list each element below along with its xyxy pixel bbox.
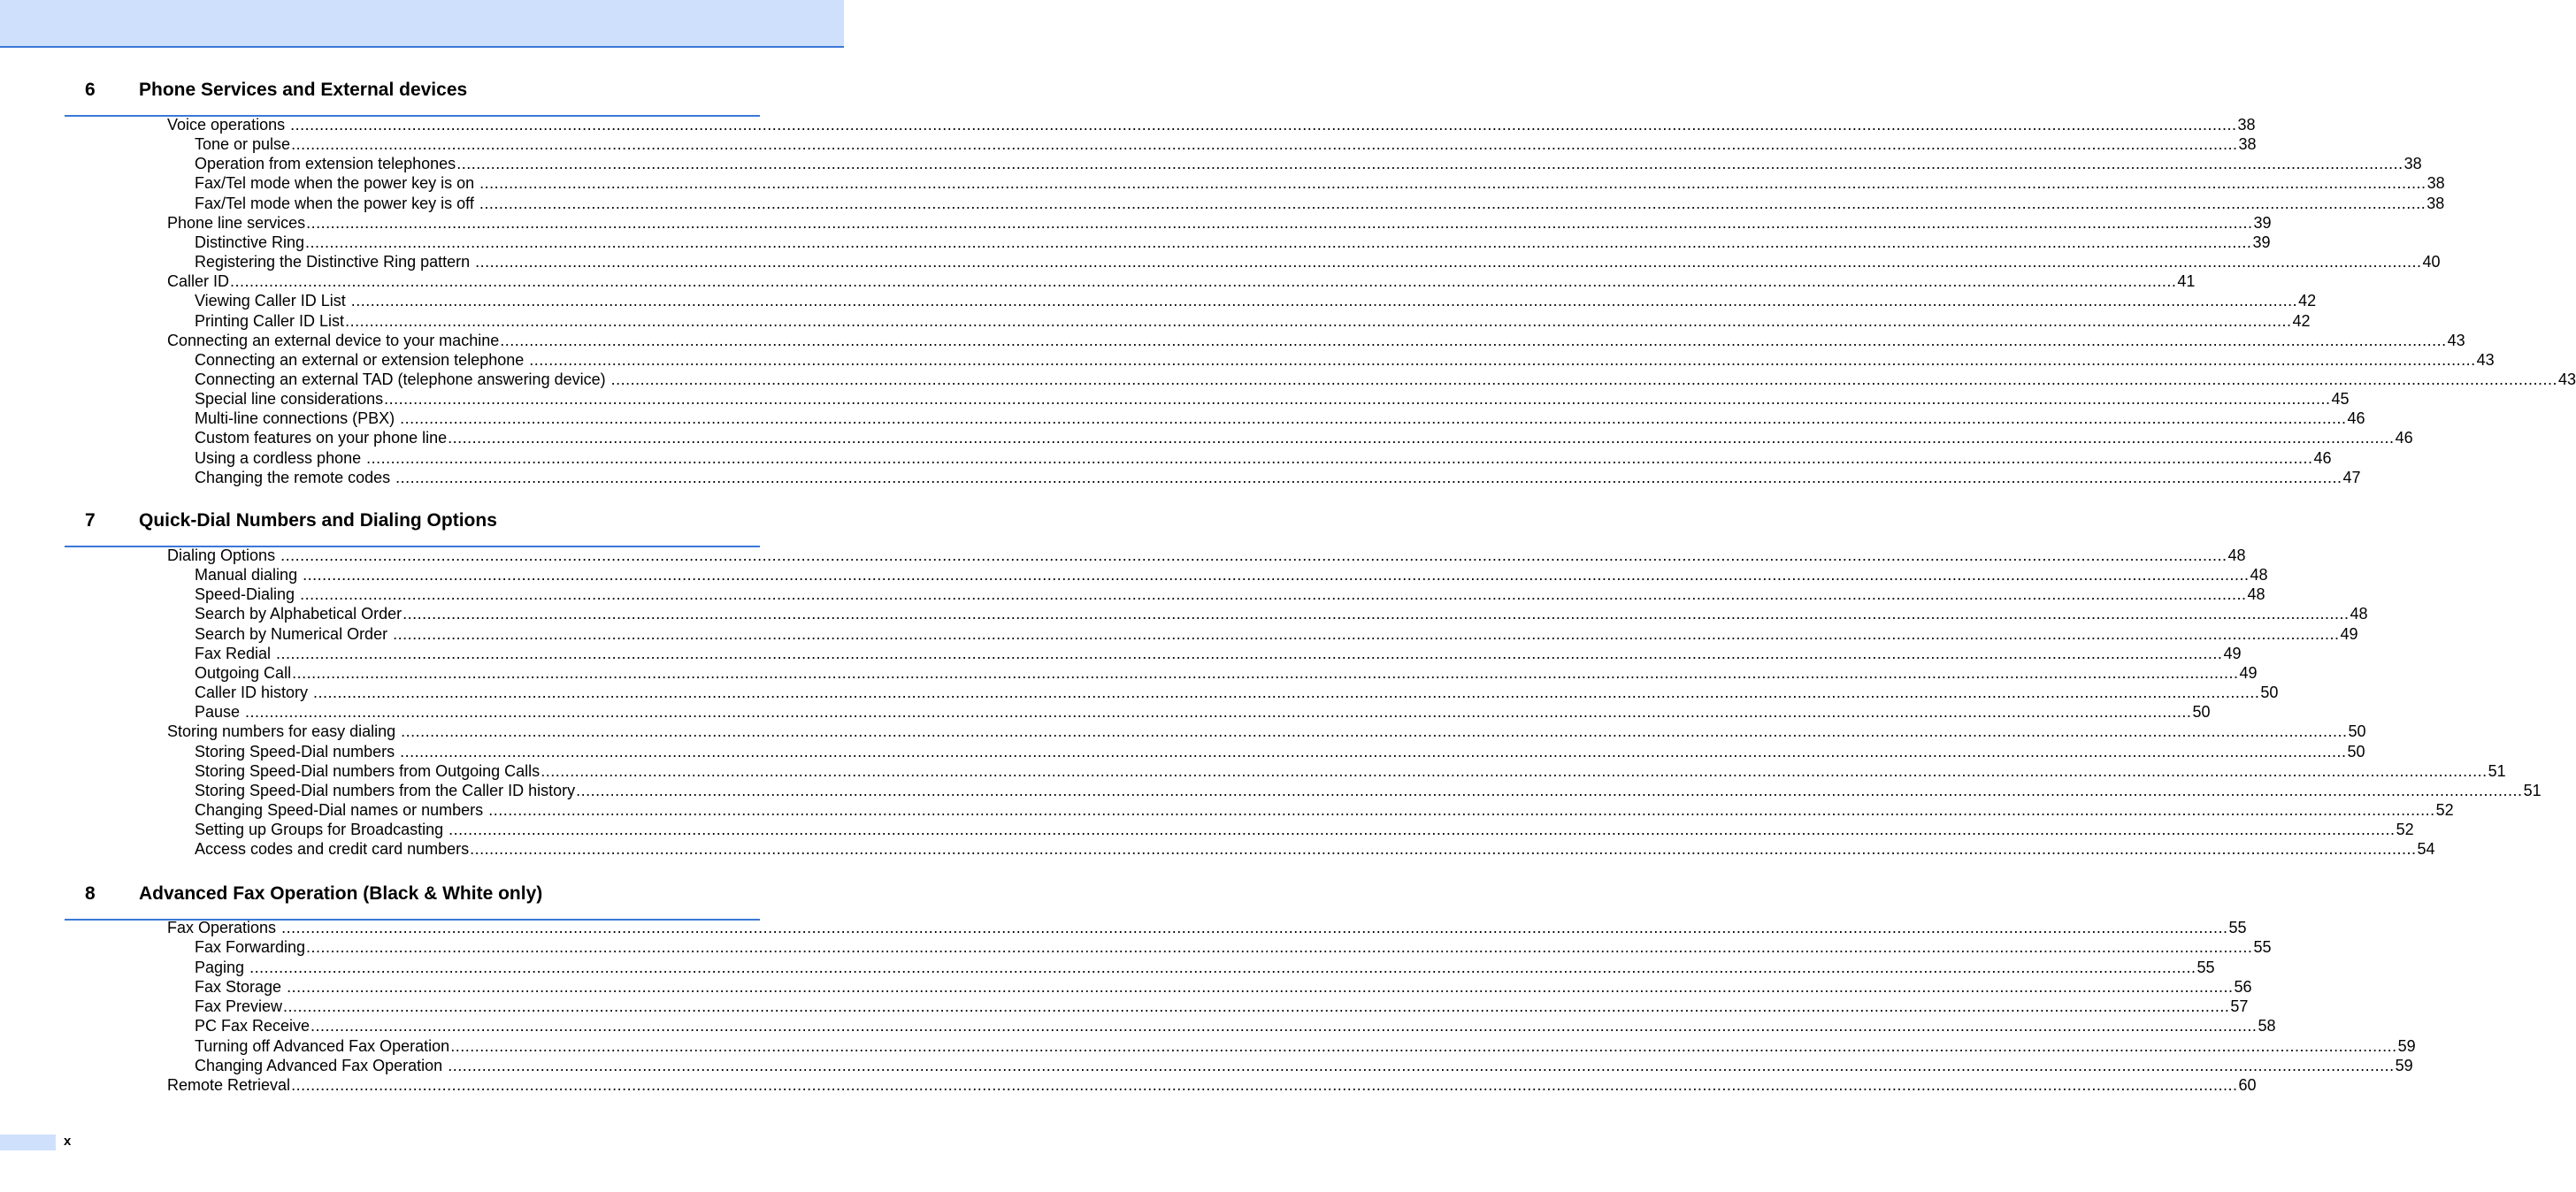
entry-label: PC Fax Receive: [195, 1017, 310, 1035]
dot-leader: ................................................................................................................................................................................................................................................................................................................................................................................................................: [300, 585, 2247, 604]
entry-label: Custom features on your phone line: [195, 429, 448, 447]
header-band: [0, 0, 844, 48]
section-number: 6: [85, 80, 96, 100]
dot-leader: ................................................................................................................................................................................................................................................................................................................................................................................................................: [291, 1076, 2238, 1094]
dot-leader: ................................................................................................................................................................................................................................................................................................................................................................................................................: [402, 605, 2350, 623]
entry-page-number: 49: [2340, 624, 2358, 643]
entry-label: Dialing Options: [167, 546, 280, 564]
section-number: 7: [85, 510, 96, 531]
entry-page-number: 52: [2396, 821, 2414, 839]
entry-label: Phone line services: [167, 213, 306, 232]
dot-leader: ................................................................................................................................................................................................................................................................................................................................................................................................................: [448, 429, 2395, 447]
dot-leader: ................................................................................................................................................................................................................................................................................................................................................................................................................: [450, 1036, 2397, 1055]
dot-leader: ................................................................................................................................................................................................................................................................................................................................................................................................................: [366, 448, 2313, 467]
toc-subentry[interactable]: [195, 1036, 2416, 1057]
entry-label: Tone or pulse: [195, 135, 291, 154]
toc-subentry[interactable]: [195, 292, 2317, 311]
toc-entry[interactable]: [167, 213, 2272, 233]
toc-subentry[interactable]: [195, 624, 2358, 645]
entry-label: Viewing Caller ID List: [195, 292, 350, 310]
dot-leader: ................................................................................................................................................................................................................................................................................................................................................................................................................: [540, 761, 2488, 780]
toc-subentry[interactable]: [195, 644, 2242, 664]
entry-page-number: 57: [2230, 997, 2249, 1015]
entry-label: Printing Caller ID List: [195, 311, 345, 330]
entry-label: Access codes and credit card numbers: [195, 840, 470, 859]
dot-leader: ................................................................................................................................................................................................................................................................................................................................................................................................................: [393, 624, 2340, 643]
entry-label: Storing Speed-Dial numbers from Outgoing Calls: [195, 761, 540, 780]
entry-page-number: 38: [2404, 155, 2422, 173]
entry-page-number: 42: [2298, 292, 2317, 310]
dot-leader: ................................................................................................................................................................................................................................................................................................................................................................................................................: [448, 821, 2396, 839]
entry-page-number: 51: [2488, 761, 2506, 780]
entry-label: Fax Storage: [195, 977, 287, 996]
dot-leader: ................................................................................................................................................................................................................................................................................................................................................................................................................: [292, 663, 2239, 682]
dot-leader: ................................................................................................................................................................................................................................................................................................................................................................................................................: [401, 722, 2348, 741]
toc-entry[interactable]: [167, 722, 2366, 742]
entry-page-number: 56: [2234, 977, 2252, 996]
dot-leader: ................................................................................................................................................................................................................................................................................................................................................................................................................: [303, 566, 2250, 585]
dot-leader: ................................................................................................................................................................................................................................................................................................................................................................................................................: [479, 194, 2426, 212]
entry-page-number: 48: [2250, 566, 2268, 585]
entry-label: Operation from extension telephones: [195, 155, 456, 173]
entry-label: Connecting an external device to your machine: [167, 331, 500, 349]
entry-label: Using a cordless phone: [195, 448, 366, 467]
dot-leader: ................................................................................................................................................................................................................................................................................................................................................................................................................: [280, 546, 2227, 564]
entry-label: Changing the remote codes: [195, 468, 395, 486]
toc-subentry[interactable]: [195, 253, 2441, 272]
toc-entry[interactable]: [167, 116, 2256, 135]
toc-subentry[interactable]: [195, 174, 2445, 194]
entry-page-number: 50: [2192, 703, 2211, 722]
entry-label: Manual dialing: [195, 566, 303, 585]
entry-label: Changing Speed-Dial names or numbers: [195, 800, 488, 819]
toc-subentry[interactable]: [195, 311, 2311, 332]
entry-label: Fax Redial: [195, 644, 276, 662]
entry-label: Storing Speed-Dial numbers: [195, 742, 400, 760]
dot-leader: ................................................................................................................................................................................................................................................................................................................................................................................................................: [281, 919, 2228, 936]
entry-page-number: 59: [2395, 1056, 2413, 1074]
toc-entry[interactable]: [167, 1076, 2257, 1096]
entry-page-number: 50: [2260, 684, 2279, 702]
dot-leader: ................................................................................................................................................................................................................................................................................................................................................................................................................: [291, 135, 2238, 154]
entry-label: Caller ID: [167, 272, 230, 291]
toc-entry[interactable]: [167, 919, 2247, 938]
toc-subentry[interactable]: [195, 585, 2266, 605]
dot-leader: ................................................................................................................................................................................................................................................................................................................................................................................................................: [283, 997, 2230, 1015]
entry-page-number: 42: [2292, 311, 2311, 330]
entry-label: Multi-line connections (PBX): [195, 409, 400, 428]
toc-subentry[interactable]: [195, 997, 2249, 1017]
dot-leader: ................................................................................................................................................................................................................................................................................................................................................................................................................: [448, 1056, 2395, 1074]
entry-label: Fax Operations: [167, 919, 281, 936]
entry-page-number: 51: [2523, 781, 2542, 799]
entry-label: Storing Speed-Dial numbers from the Caller ID history: [195, 781, 576, 799]
page-number: x: [64, 1134, 72, 1149]
toc-subentry[interactable]: [195, 409, 2365, 429]
dot-leader: ................................................................................................................................................................................................................................................................................................................................................................................................................: [470, 840, 2417, 859]
entry-page-number: 38: [2426, 174, 2445, 193]
entry-page-number: 48: [2247, 585, 2266, 604]
entry-label: Voice operations: [167, 116, 290, 134]
toc-subentry[interactable]: [195, 938, 2272, 958]
toc-subentry[interactable]: [195, 1056, 2413, 1076]
toc-entry[interactable]: [167, 331, 2465, 351]
section-title: Phone Services and External devices: [139, 80, 468, 100]
dot-leader: ................................................................................................................................................................................................................................................................................................................................................................................................................: [230, 272, 2177, 291]
entry-label: Registering the Distinctive Ring pattern: [195, 253, 475, 271]
entry-label: Changing Advanced Fax Operation: [195, 1056, 448, 1074]
toc-subentry[interactable]: [195, 663, 2258, 684]
entry-page-number: 39: [2252, 233, 2271, 251]
toc-subentry[interactable]: [195, 977, 2252, 997]
entry-page-number: 49: [2239, 663, 2258, 682]
entry-label: Connecting an external or extension telephone: [195, 350, 529, 369]
entry-page-number: 38: [2237, 116, 2256, 134]
dot-leader: ................................................................................................................................................................................................................................................................................................................................................................................................................: [345, 311, 2292, 330]
toc-subentry[interactable]: [195, 958, 2215, 978]
toc-subentry[interactable]: [195, 350, 2495, 371]
toc-subentry[interactable]: [195, 800, 2454, 821]
dot-leader: ................................................................................................................................................................................................................................................................................................................................................................................................................: [306, 213, 2253, 232]
entry-page-number: 55: [2196, 958, 2215, 976]
entry-label: Special line considerations: [195, 390, 384, 409]
toc-subentry[interactable]: [195, 135, 2257, 155]
dot-leader: ................................................................................................................................................................................................................................................................................................................................................................................................................: [610, 370, 2557, 388]
entry-page-number: 47: [2342, 468, 2361, 486]
toc-subentry[interactable]: [195, 468, 2361, 488]
section-heading: [65, 510, 760, 547]
footer-band: [0, 1135, 56, 1150]
entry-page-number: 41: [2177, 272, 2196, 291]
dot-leader: ................................................................................................................................................................................................................................................................................................................................................................................................................: [488, 800, 2435, 819]
entry-label: Distinctive Ring: [195, 233, 305, 251]
entry-label: Storing numbers for easy dialing: [167, 722, 401, 741]
entry-page-number: 48: [2350, 605, 2368, 623]
dot-leader: ................................................................................................................................................................................................................................................................................................................................................................................................................: [350, 292, 2298, 310]
entry-page-number: 55: [2253, 938, 2272, 957]
section-heading: [65, 883, 760, 921]
entry-label: Setting up Groups for Broadcasting: [195, 821, 448, 839]
entry-page-number: 59: [2397, 1036, 2416, 1055]
dot-leader: ................................................................................................................................................................................................................................................................................................................................................................................................................: [400, 409, 2347, 428]
toc-subentry[interactable]: [195, 821, 2414, 840]
toc-subentry[interactable]: [195, 566, 2268, 585]
dot-leader: ................................................................................................................................................................................................................................................................................................................................................................................................................: [249, 958, 2196, 976]
dot-leader: ................................................................................................................................................................................................................................................................................................................................................................................................................: [479, 174, 2426, 193]
entry-page-number: 48: [2227, 546, 2246, 564]
entry-label: Remote Retrieval: [167, 1076, 291, 1094]
dot-leader: ................................................................................................................................................................................................................................................................................................................................................................................................................: [310, 1017, 2258, 1035]
toc-subentry[interactable]: [195, 370, 2576, 390]
dot-leader: ................................................................................................................................................................................................................................................................................................................................................................................................................: [384, 390, 2331, 409]
toc-subentry[interactable]: [195, 703, 2211, 722]
toc-subentry[interactable]: [195, 390, 2350, 409]
dot-leader: ................................................................................................................................................................................................................................................................................................................................................................................................................: [287, 977, 2234, 996]
entry-label: Connecting an external TAD (telephone answering device): [195, 370, 610, 388]
entry-page-number: 46: [2313, 448, 2332, 467]
toc-entry[interactable]: [167, 272, 2196, 292]
section-title: Quick-Dial Numbers and Dialing Options: [139, 510, 497, 531]
dot-leader: ................................................................................................................................................................................................................................................................................................................................................................................................................: [529, 350, 2476, 369]
entry-page-number: 58: [2258, 1017, 2276, 1035]
entry-label: Fax Preview: [195, 997, 283, 1015]
entry-page-number: 38: [2238, 135, 2257, 154]
entry-page-number: 60: [2238, 1076, 2257, 1094]
section-heading: [65, 80, 760, 117]
dot-leader: ................................................................................................................................................................................................................................................................................................................................................................................................................: [456, 155, 2404, 173]
entry-label: Pause: [195, 703, 245, 722]
dot-leader: ................................................................................................................................................................................................................................................................................................................................................................................................................: [500, 331, 2447, 349]
toc-subentry[interactable]: [195, 429, 2413, 448]
toc-subentry[interactable]: [195, 155, 2422, 174]
toc-subentry[interactable]: [195, 742, 2365, 762]
entry-page-number: 49: [2223, 644, 2242, 662]
entry-page-number: 50: [2348, 722, 2366, 741]
entry-label: Paging: [195, 958, 249, 976]
entry-label: Outgoing Call: [195, 663, 292, 682]
dot-leader: ................................................................................................................................................................................................................................................................................................................................................................................................................: [245, 703, 2192, 722]
dot-leader: ................................................................................................................................................................................................................................................................................................................................................................................................................: [306, 938, 2253, 957]
entry-label: Speed-Dialing: [195, 585, 300, 604]
dot-leader: ................................................................................................................................................................................................................................................................................................................................................................................................................: [475, 253, 2422, 271]
dot-leader: ................................................................................................................................................................................................................................................................................................................................................................................................................: [276, 644, 2223, 662]
entry-label: Fax/Tel mode when the power key is on: [195, 174, 479, 193]
entry-label: Fax Forwarding: [195, 938, 306, 957]
toc-subentry[interactable]: [195, 684, 2279, 703]
section-number: 8: [85, 883, 96, 904]
entry-label: Fax/Tel mode when the power key is off: [195, 194, 479, 212]
dot-leader: ................................................................................................................................................................................................................................................................................................................................................................................................................: [313, 684, 2260, 702]
entry-label: Search by Alphabetical Order: [195, 605, 402, 623]
entry-page-number: 39: [2253, 213, 2272, 232]
toc-subentry[interactable]: [195, 448, 2332, 469]
entry-page-number: 46: [2347, 409, 2365, 428]
entry-page-number: 40: [2422, 253, 2441, 271]
entry-page-number: 55: [2228, 919, 2247, 936]
entry-label: Search by Numerical Order: [195, 624, 393, 643]
toc-subentry[interactable]: [195, 194, 2445, 214]
entry-page-number: 38: [2426, 194, 2445, 212]
entry-label: Caller ID history: [195, 684, 313, 702]
dot-leader: ................................................................................................................................................................................................................................................................................................................................................................................................................: [395, 468, 2342, 486]
section-title: Advanced Fax Operation (Black & White only): [139, 883, 543, 904]
toc-entry[interactable]: [167, 546, 2246, 566]
entry-page-number: 43: [2447, 331, 2465, 349]
entry-page-number: 50: [2347, 742, 2365, 760]
entry-page-number: 43: [2476, 350, 2495, 369]
entry-page-number: 43: [2558, 370, 2576, 388]
toc-subentry[interactable]: [195, 1017, 2276, 1036]
toc-subentry[interactable]: [195, 605, 2368, 624]
toc-subentry[interactable]: [195, 233, 2271, 253]
entry-page-number: 45: [2331, 390, 2350, 409]
entry-page-number: 54: [2417, 840, 2435, 859]
dot-leader: ................................................................................................................................................................................................................................................................................................................................................................................................................: [305, 233, 2252, 251]
entry-label: Turning off Advanced Fax Operation: [195, 1036, 450, 1055]
dot-leader: ................................................................................................................................................................................................................................................................................................................................................................................................................: [290, 116, 2237, 134]
dot-leader: ................................................................................................................................................................................................................................................................................................................................................................................................................: [576, 781, 2523, 799]
entry-page-number: 52: [2435, 800, 2454, 819]
entry-page-number: 46: [2395, 429, 2413, 447]
toc-subentry[interactable]: [195, 781, 2542, 801]
dot-leader: ................................................................................................................................................................................................................................................................................................................................................................................................................: [400, 742, 2347, 760]
toc-subentry[interactable]: [195, 840, 2435, 860]
toc-subentry[interactable]: [195, 761, 2506, 782]
